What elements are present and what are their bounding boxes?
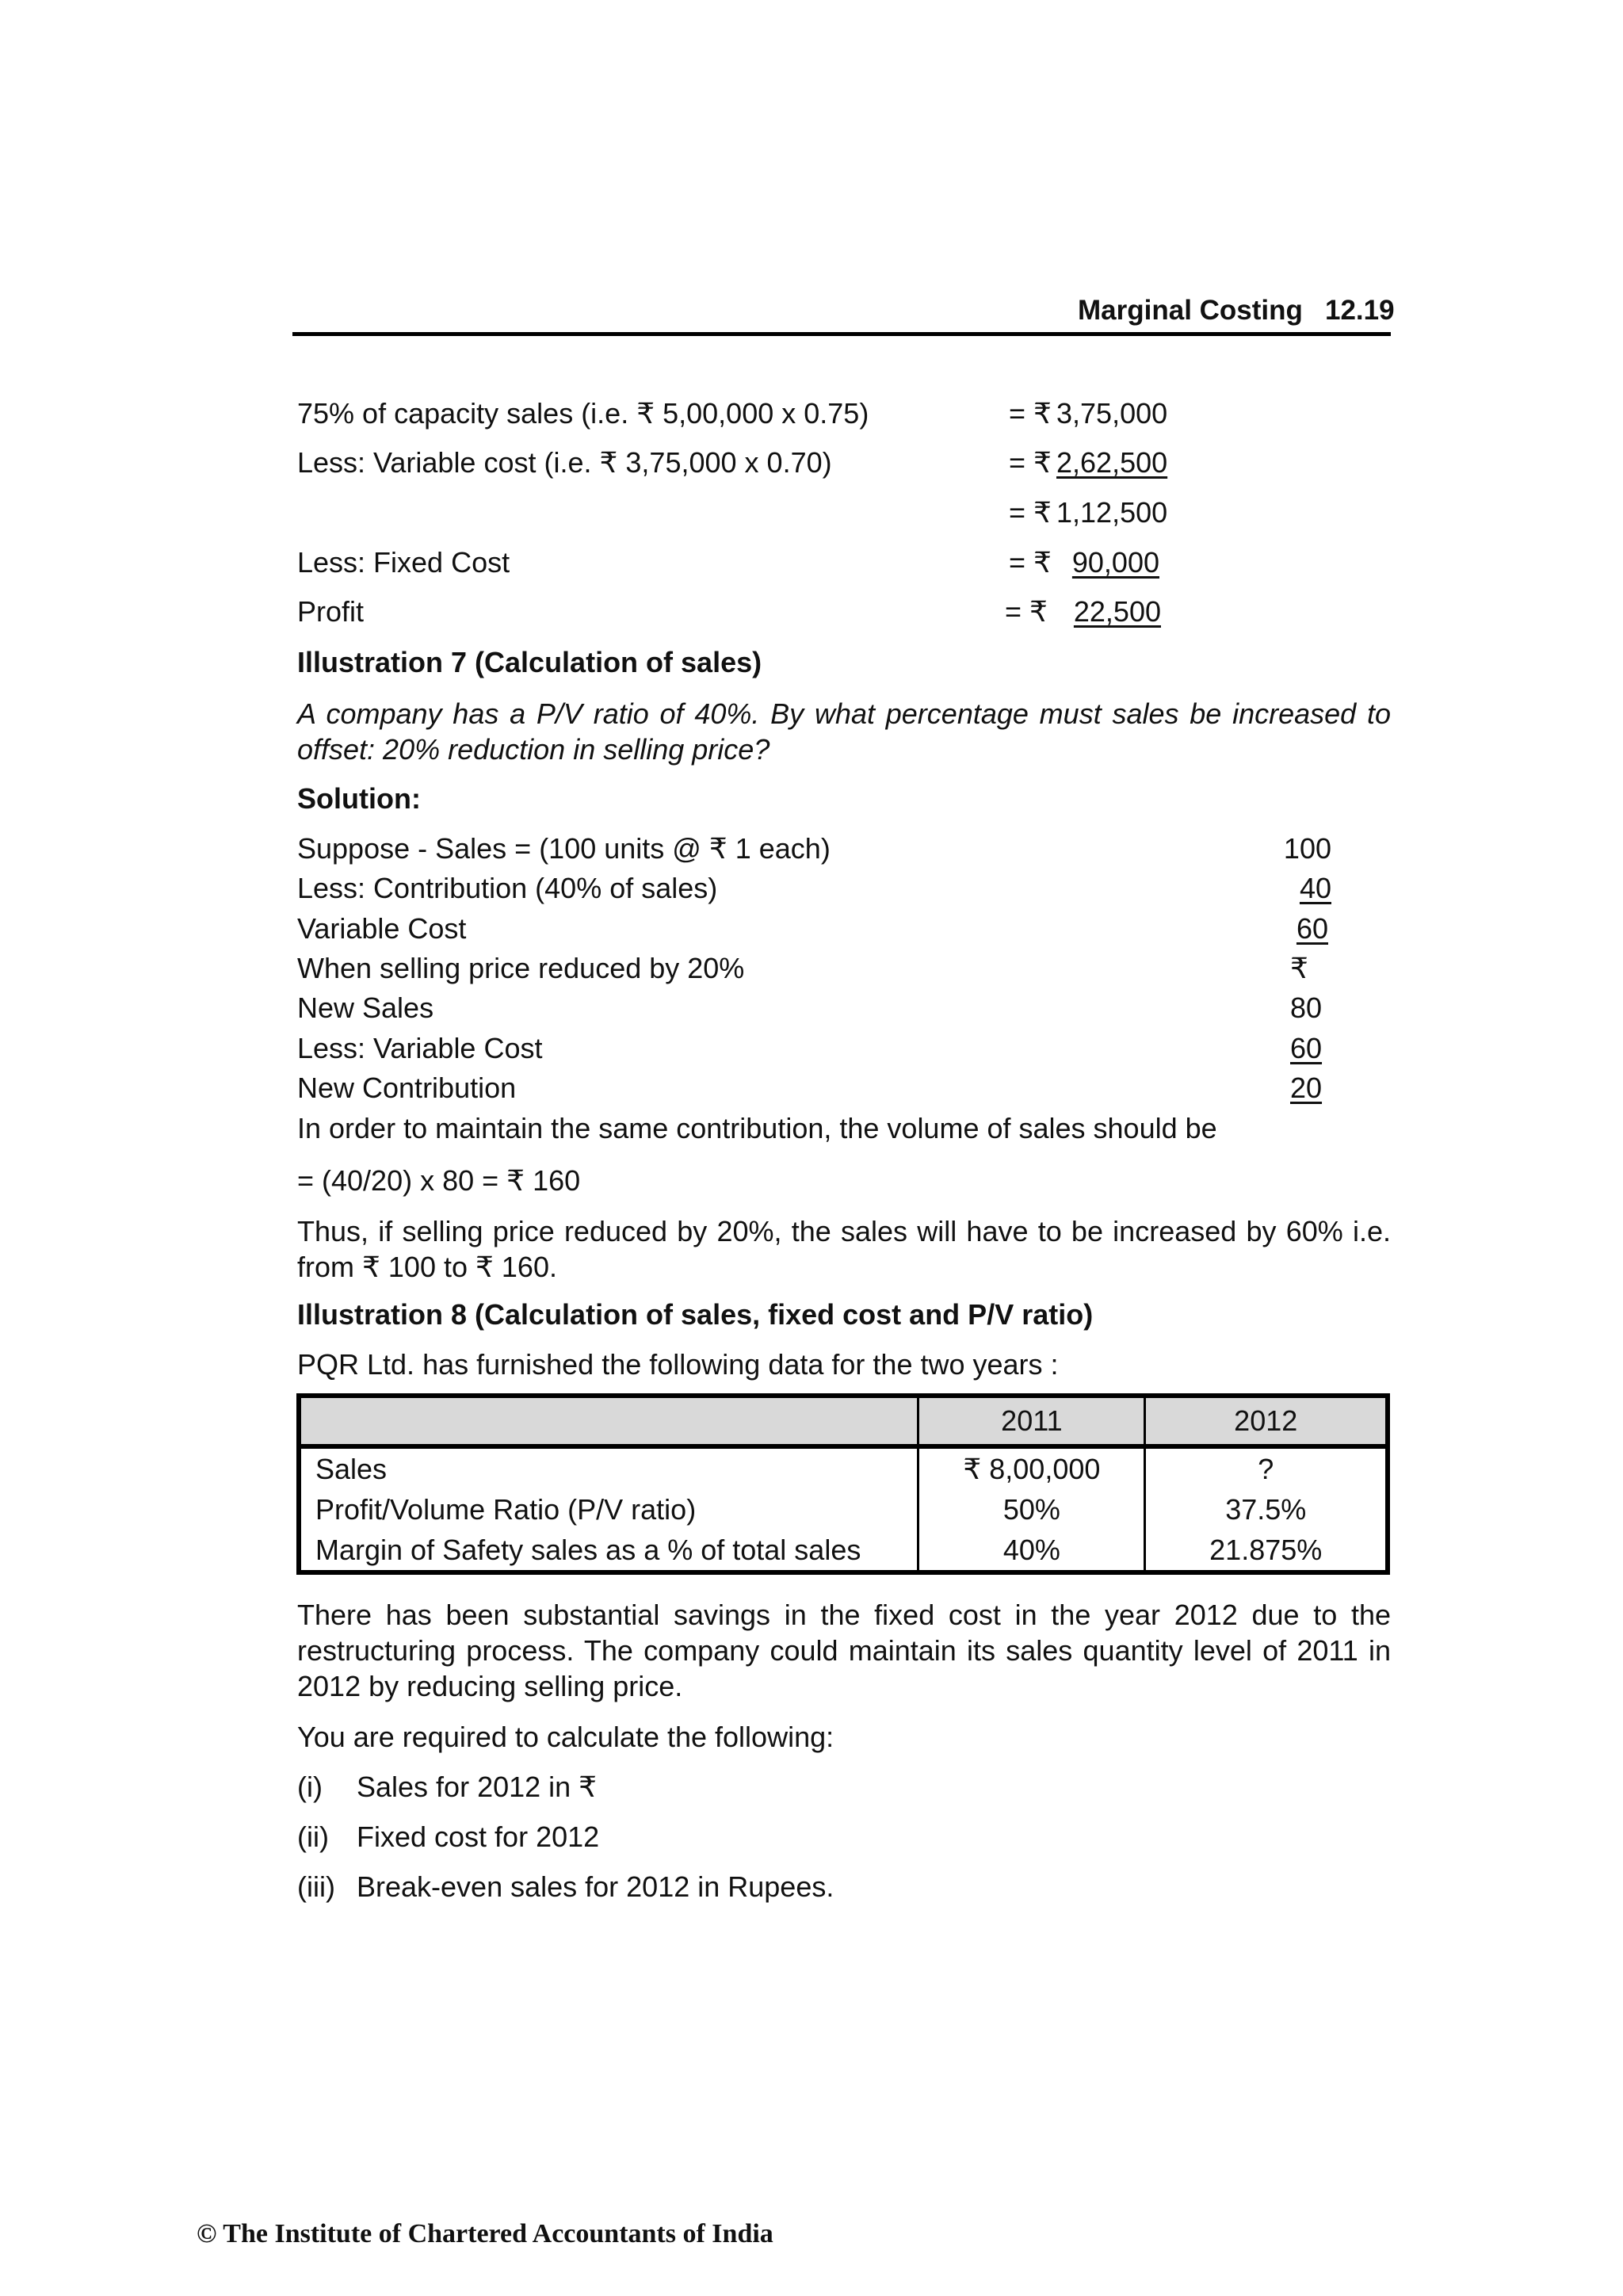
- table-cell: Margin of Safety sales as a % of total sales: [299, 1530, 918, 1572]
- rupee-symbol: ₹: [1290, 952, 1308, 984]
- table-cell: ₹ 8,00,000: [918, 1446, 1145, 1489]
- solution-row-label: New Contribution: [297, 1072, 517, 1104]
- table-cell: 37.5%: [1145, 1489, 1388, 1530]
- table-row: [299, 1489, 1388, 1530]
- solution-row-label: Variable Cost: [297, 912, 467, 945]
- calc-eq: = ₹: [1009, 496, 1052, 529]
- solution-row-value: 60: [1296, 912, 1328, 945]
- data-table: [296, 1393, 1390, 1575]
- calc-value: 22,500: [1073, 595, 1161, 628]
- table-cell: Sales: [299, 1446, 918, 1489]
- table-cell: Profit/Volume Ratio (P/V ratio): [299, 1489, 918, 1530]
- list-item-number: (i): [297, 1771, 323, 1803]
- intro-text: PQR Ltd. has furnished the following data for the two years :: [297, 1348, 1059, 1381]
- table-header-row: [299, 1396, 1388, 1446]
- conclusion-text: Thus, if selling price reduced by 20%, the sales will have to be increased by 60% i.e. from ₹ 100 to ₹ 160.: [297, 1215, 1391, 1283]
- formula-text: = (40/20) x 80 = ₹ 160: [297, 1164, 581, 1197]
- solution-label: Solution:: [297, 782, 421, 815]
- solution-row-value: 20: [1290, 1072, 1323, 1104]
- calc-label: Less: Fixed Cost: [297, 546, 510, 579]
- list-item: Fixed cost for 2012: [357, 1820, 600, 1853]
- calc-label: Profit: [297, 595, 365, 628]
- solution-row-label: Suppose - Sales = (100 units @ ₹ 1 each): [297, 832, 831, 865]
- calc-eq: = ₹: [1005, 595, 1048, 628]
- running-header-title: Marginal Costing: [1078, 295, 1303, 326]
- table-row: [299, 1446, 1388, 1489]
- list-item-number: (ii): [297, 1820, 329, 1853]
- illustration-heading: Illustration 7 (Calculation of sales): [297, 646, 762, 678]
- table-header-cell: 2011: [918, 1396, 1145, 1446]
- maintain-text: In order to maintain the same contribution, the volume of sales should be: [297, 1112, 1217, 1144]
- list-item: Break-even sales for 2012 in Rupees.: [357, 1870, 834, 1903]
- table-row: [299, 1530, 1388, 1572]
- table-cell: 50%: [918, 1489, 1145, 1530]
- solution-row-label: Less: Variable Cost: [297, 1032, 543, 1064]
- solution-row-label: New Sales: [297, 991, 434, 1024]
- calc-label: 75% of capacity sales (i.e. ₹ 5,00,000 x 0.75): [297, 397, 869, 430]
- solution-row-value: 60: [1290, 1032, 1323, 1064]
- question-text: A company has a P/V ratio of 40%. By what percentage must sales be increased to offset: 20% reduction in selling price?: [297, 697, 1391, 766]
- required-text: You are required to calculate the following:: [297, 1721, 834, 1753]
- table-header-cell: [299, 1396, 918, 1446]
- calc-value: 3,75,000: [1056, 397, 1168, 430]
- table-cell: 21.875%: [1145, 1530, 1388, 1572]
- list-item-number: (iii): [297, 1870, 335, 1903]
- calc-label: Less: Variable cost (i.e. ₹ 3,75,000 x 0.70): [297, 446, 832, 479]
- table-header-cell: 2012: [1145, 1396, 1388, 1446]
- solution-row-label: When selling price reduced by 20%: [297, 952, 745, 984]
- calc-value: 90,000: [1071, 546, 1159, 579]
- calc-eq: = ₹: [1009, 397, 1052, 430]
- list-item: Sales for 2012 in ₹: [357, 1771, 598, 1803]
- calc-eq: = ₹: [1009, 446, 1052, 479]
- calc-eq: = ₹: [1009, 546, 1052, 579]
- calc-value: 2,62,500: [1056, 446, 1168, 479]
- header-rule: [292, 332, 1391, 336]
- solution-row-value: 40: [1299, 872, 1331, 904]
- illustration-heading: Illustration 8 (Calculation of sales, fixed cost and P/V ratio): [297, 1298, 1094, 1331]
- table-cell: 40%: [918, 1530, 1145, 1572]
- solution-row-value: 80: [1290, 991, 1323, 1024]
- calc-value: 1,12,500: [1056, 496, 1168, 529]
- paragraph-text: There has been substantial savings in the fixed cost in the year 2012 due to the restructuring process. The company could maintain its sales quantity level of 2011 in 2012 by reducing selling price.: [297, 1599, 1391, 1702]
- table-cell: ?: [1145, 1446, 1388, 1489]
- page-number: 12.19: [1325, 295, 1395, 326]
- solution-row-label: Less: Contribution (40% of sales): [297, 872, 718, 904]
- solution-row-value: 100: [1283, 832, 1331, 865]
- footer-copyright: © The Institute of Chartered Accountants of India: [197, 2219, 773, 2248]
